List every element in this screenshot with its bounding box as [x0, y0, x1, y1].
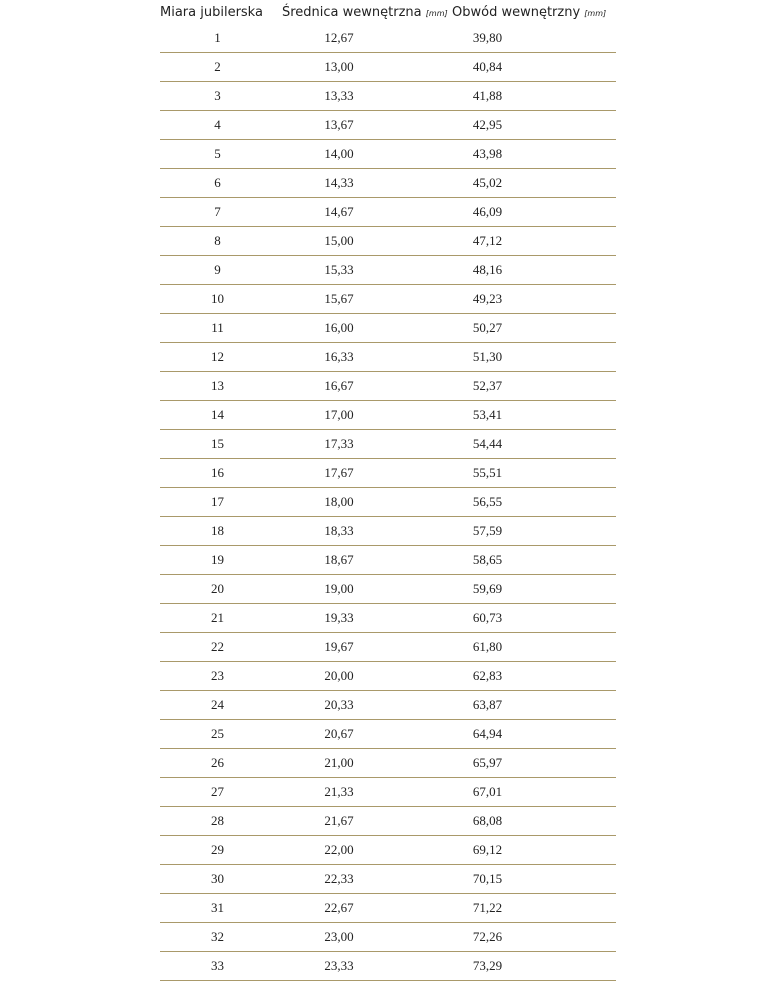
circumference-cell: 68,08: [472, 813, 503, 828]
diameter-cell: 19,33: [324, 610, 354, 625]
size-cell: 29: [211, 842, 224, 857]
size-cell: 27: [211, 784, 224, 799]
table-row: [160, 82, 616, 111]
table-row: [160, 24, 616, 53]
size-cell: 3: [214, 88, 221, 103]
table-row: [160, 459, 616, 488]
table-row: [160, 633, 616, 662]
circumference-cell: 48,16: [472, 262, 503, 277]
size-cell: 18: [211, 523, 224, 538]
circumference-cell: 61,80: [472, 639, 503, 654]
diameter-cell: 14,33: [324, 175, 354, 190]
table-row: [160, 401, 616, 430]
circumference-cell: 72,26: [472, 929, 503, 944]
table-row: [160, 256, 616, 285]
circumference-cell: 71,22: [472, 900, 503, 915]
table-row: [160, 691, 616, 720]
size-cell: 21: [211, 610, 224, 625]
circumference-cell: 51,30: [472, 349, 503, 364]
circumference-cell: 52,37: [472, 378, 503, 393]
size-cell: 4: [214, 117, 221, 132]
table-row: [160, 575, 616, 604]
table-row: [160, 749, 616, 778]
table-row: [160, 111, 616, 140]
diameter-cell: 22,00: [324, 842, 354, 857]
circumference-cell: 47,12: [472, 233, 503, 248]
circumference-cell: 69,12: [472, 842, 503, 857]
size-cell: 15: [211, 436, 224, 451]
table-row: [160, 488, 616, 517]
size-cell: 5: [214, 146, 221, 161]
diameter-cell: 16,33: [324, 349, 354, 364]
diameter-cell: 13,33: [324, 88, 354, 103]
circumference-cell: 57,59: [472, 523, 503, 538]
table-header: [160, 0, 616, 24]
table-row: [160, 720, 616, 749]
size-cell: 25: [211, 726, 224, 741]
size-cell: 1: [214, 30, 221, 45]
table-row: [160, 923, 616, 952]
table-row: [160, 894, 616, 923]
table-row: [160, 430, 616, 459]
diameter-cell: 17,67: [324, 465, 354, 480]
diameter-cell: 18,67: [324, 552, 354, 567]
header-diameter: [256, 5, 452, 20]
table-row: [160, 952, 616, 981]
diameter-cell: 13,67: [324, 117, 354, 132]
size-cell: 14: [211, 407, 224, 422]
circumference-cell: 67,01: [472, 784, 503, 799]
size-cell: 16: [211, 465, 224, 480]
diameter-cell: 23,33: [324, 958, 354, 973]
size-cell: 10: [211, 291, 224, 306]
size-cell: 13: [211, 378, 224, 393]
table-row: [160, 53, 616, 82]
circumference-cell: 62,83: [472, 668, 503, 683]
table-row: [160, 865, 616, 894]
circumference-cell: 60,73: [472, 610, 503, 625]
circumference-cell: 63,87: [472, 697, 503, 712]
size-cell: 30: [211, 871, 224, 886]
header-circumference-label: Obwód wewnętrzny: [452, 4, 581, 20]
circumference-cell: 64,94: [472, 726, 503, 741]
size-cell: 2: [214, 59, 221, 74]
diameter-cell: 17,00: [324, 407, 354, 422]
table-row: [160, 198, 616, 227]
circumference-cell: 43,98: [472, 146, 503, 161]
diameter-cell: 22,67: [324, 900, 354, 915]
table-row: [160, 285, 616, 314]
table-row: [160, 314, 616, 343]
size-cell: 22: [211, 639, 224, 654]
diameter-cell: 21,33: [324, 784, 354, 799]
diameter-cell: 23,00: [324, 929, 354, 944]
header-diameter-unit: [mm]: [425, 8, 448, 18]
diameter-cell: 22,33: [324, 871, 354, 886]
circumference-cell: 53,41: [472, 407, 503, 422]
diameter-cell: 21,67: [324, 813, 354, 828]
diameter-cell: 15,67: [324, 291, 354, 306]
header-circumference-unit: [mm]: [584, 8, 607, 18]
diameter-cell: 20,67: [324, 726, 354, 741]
circumference-cell: 65,97: [472, 755, 503, 770]
size-cell: 31: [211, 900, 224, 915]
table-row: [160, 517, 616, 546]
size-cell: 17: [211, 494, 224, 509]
size-cell: 12: [211, 349, 224, 364]
size-cell: 19: [211, 552, 224, 567]
diameter-cell: 19,00: [324, 581, 354, 596]
circumference-cell: 40,84: [472, 59, 503, 74]
circumference-cell: 41,88: [472, 88, 503, 103]
size-cell: 33: [211, 958, 224, 973]
size-cell: 9: [214, 262, 221, 277]
circumference-cell: 73,29: [472, 958, 503, 973]
diameter-cell: 17,33: [324, 436, 354, 451]
circumference-cell: 70,15: [472, 871, 503, 886]
size-cell: 23: [211, 668, 224, 683]
diameter-cell: 21,00: [324, 755, 354, 770]
diameter-cell: 14,00: [324, 146, 354, 161]
size-cell: 8: [214, 233, 221, 248]
table-row: [160, 343, 616, 372]
diameter-cell: 16,67: [324, 378, 354, 393]
size-cell: 24: [211, 697, 224, 712]
circumference-cell: 39,80: [472, 30, 503, 45]
diameter-cell: 15,33: [324, 262, 354, 277]
circumference-cell: 42,95: [472, 117, 503, 132]
circumference-cell: 49,23: [472, 291, 503, 306]
diameter-cell: 13,00: [324, 59, 354, 74]
table-row: [160, 372, 616, 401]
header-size-label: Miara jubilerska: [160, 4, 263, 20]
header-diameter-label: Średnica wewnętrzna: [282, 4, 422, 20]
size-cell: 26: [211, 755, 224, 770]
table-row: [160, 169, 616, 198]
header-circumference: [452, 5, 616, 20]
table-row: [160, 778, 616, 807]
circumference-cell: 54,44: [472, 436, 503, 451]
diameter-cell: 20,33: [324, 697, 354, 712]
size-cell: 11: [211, 320, 224, 335]
circumference-cell: 50,27: [472, 320, 503, 335]
diameter-cell: 18,00: [324, 494, 354, 509]
table-row: [160, 662, 616, 691]
table-row: [160, 546, 616, 575]
diameter-cell: 12,67: [324, 30, 354, 45]
diameter-cell: 19,67: [324, 639, 354, 654]
size-cell: 32: [211, 929, 224, 944]
header-size: [160, 4, 263, 20]
diameter-cell: 16,00: [324, 320, 354, 335]
table-body: [160, 24, 616, 981]
circumference-cell: 59,69: [472, 581, 503, 596]
size-cell: 7: [214, 204, 221, 219]
circumference-cell: 46,09: [472, 204, 503, 219]
diameter-cell: 15,00: [324, 233, 354, 248]
circumference-cell: 58,65: [472, 552, 503, 567]
table-row: [160, 604, 616, 633]
circumference-cell: 56,55: [472, 494, 503, 509]
diameter-cell: 14,67: [324, 204, 354, 219]
size-cell: 6: [214, 175, 221, 190]
ring-size-table: [160, 0, 616, 981]
table-row: [160, 836, 616, 865]
table-row: [160, 140, 616, 169]
size-cell: 28: [211, 813, 224, 828]
diameter-cell: 20,00: [324, 668, 354, 683]
table-row: [160, 227, 616, 256]
table-row: [160, 807, 616, 836]
diameter-cell: 18,33: [324, 523, 354, 538]
size-cell: 20: [211, 581, 224, 596]
circumference-cell: 55,51: [472, 465, 503, 480]
circumference-cell: 45,02: [472, 175, 503, 190]
